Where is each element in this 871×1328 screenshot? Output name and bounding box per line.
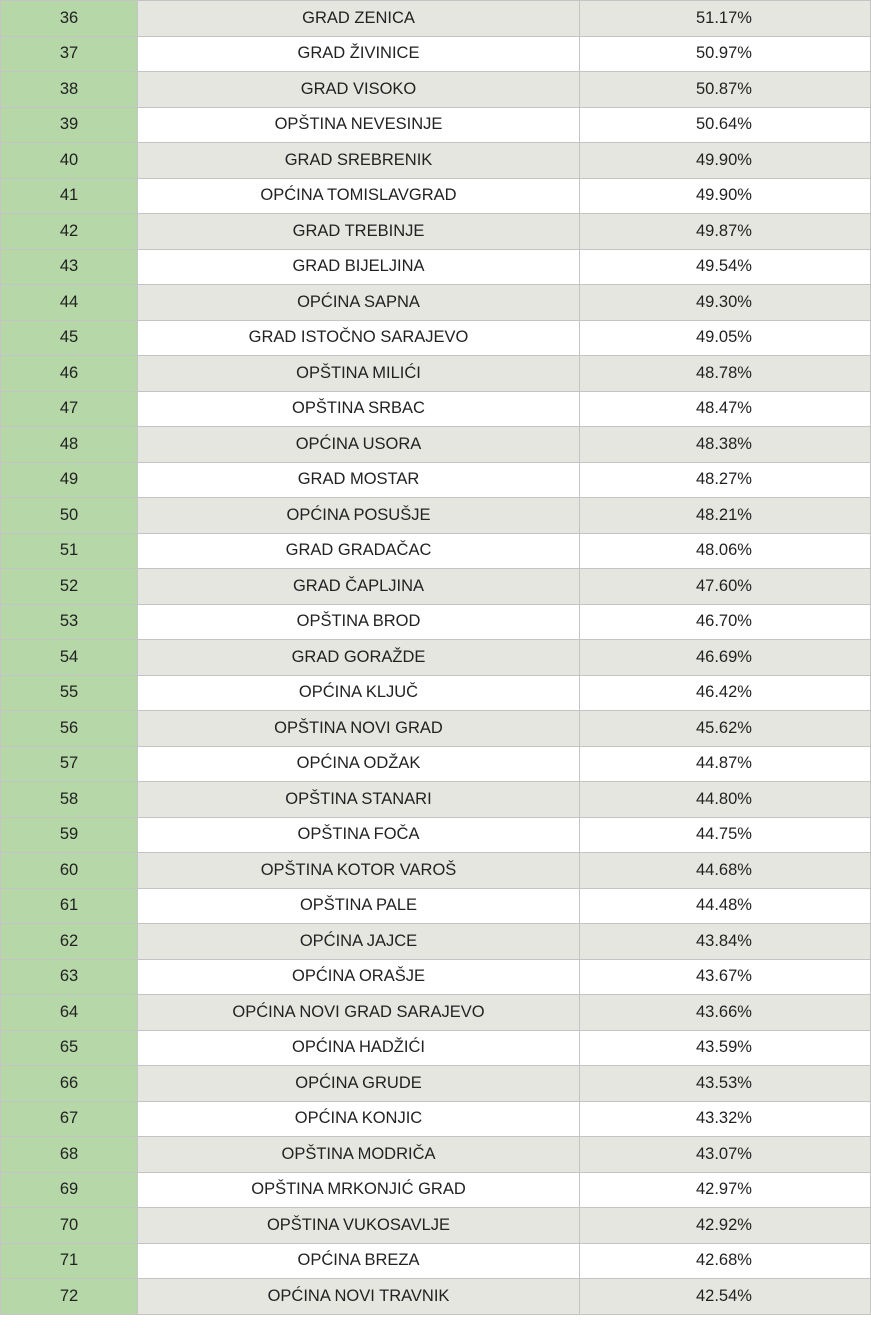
percentage-cell: 48.78% — [580, 356, 871, 391]
table-row — [0, 285, 871, 321]
rank-cell: 42 — [0, 214, 138, 249]
percentage-cell: 45.62% — [580, 711, 871, 746]
percentage-cell: 50.87% — [580, 72, 871, 107]
rank-cell: 57 — [0, 747, 138, 782]
percentage-cell: 44.68% — [580, 853, 871, 888]
percentage-cell: 43.07% — [580, 1137, 871, 1172]
rank-cell: 64 — [0, 995, 138, 1030]
table-row — [0, 569, 871, 605]
table-row — [0, 463, 871, 499]
rank-cell: 69 — [0, 1173, 138, 1208]
rank-cell: 45 — [0, 321, 138, 356]
table-row — [0, 1173, 871, 1209]
rank-cell: 39 — [0, 108, 138, 143]
rank-cell: 38 — [0, 72, 138, 107]
municipality-cell: OPŠTINA MILIĆI — [138, 356, 580, 391]
rank-cell: 44 — [0, 285, 138, 320]
rank-cell: 54 — [0, 640, 138, 675]
rank-cell: 51 — [0, 534, 138, 569]
percentage-cell: 49.90% — [580, 179, 871, 214]
rank-cell: 58 — [0, 782, 138, 817]
percentage-cell: 49.54% — [580, 250, 871, 285]
municipality-cell: GRAD GORAŽDE — [138, 640, 580, 675]
municipality-cell: OPŠTINA MRKONJIĆ GRAD — [138, 1173, 580, 1208]
municipality-cell: GRAD MOSTAR — [138, 463, 580, 498]
percentage-cell: 44.80% — [580, 782, 871, 817]
table-row — [0, 1066, 871, 1102]
rank-cell: 40 — [0, 143, 138, 178]
rank-cell: 70 — [0, 1208, 138, 1243]
percentage-cell: 48.21% — [580, 498, 871, 533]
rank-cell: 63 — [0, 960, 138, 995]
percentage-cell: 47.60% — [580, 569, 871, 604]
rank-cell: 36 — [0, 1, 138, 36]
table-row — [0, 640, 871, 676]
rank-cell: 55 — [0, 676, 138, 711]
municipality-cell: GRAD SREBRENIK — [138, 143, 580, 178]
table-row — [0, 605, 871, 641]
municipality-cell: OPĆINA NOVI TRAVNIK — [138, 1279, 580, 1314]
rank-cell: 48 — [0, 427, 138, 462]
table-row — [0, 1, 871, 37]
table-row — [0, 889, 871, 925]
table-row — [0, 853, 871, 889]
municipality-cell: GRAD VISOKO — [138, 72, 580, 107]
percentage-cell: 42.97% — [580, 1173, 871, 1208]
table-row — [0, 1244, 871, 1280]
percentage-cell: 48.06% — [580, 534, 871, 569]
rank-cell: 43 — [0, 250, 138, 285]
municipality-cell: OPŠTINA NEVESINJE — [138, 108, 580, 143]
percentage-cell: 42.92% — [580, 1208, 871, 1243]
rank-cell: 46 — [0, 356, 138, 391]
rank-cell: 53 — [0, 605, 138, 640]
municipality-cell: GRAD ISTOČNO SARAJEVO — [138, 321, 580, 356]
percentage-cell: 43.59% — [580, 1031, 871, 1066]
municipality-cell: OPĆINA TOMISLAVGRAD — [138, 179, 580, 214]
rank-cell: 60 — [0, 853, 138, 888]
percentage-cell: 51.17% — [580, 1, 871, 36]
percentage-cell: 46.69% — [580, 640, 871, 675]
municipality-cell: GRAD TREBINJE — [138, 214, 580, 249]
rank-cell: 59 — [0, 818, 138, 853]
percentage-cell: 48.47% — [580, 392, 871, 427]
municipality-cell: OPŠTINA VUKOSAVLJE — [138, 1208, 580, 1243]
municipality-cell: OPĆINA KONJIC — [138, 1102, 580, 1137]
percentage-cell: 48.27% — [580, 463, 871, 498]
municipality-cell: OPĆINA USORA — [138, 427, 580, 462]
municipality-cell: OPĆINA HADŽIĆI — [138, 1031, 580, 1066]
municipality-cell: OPŠTINA MODRIČA — [138, 1137, 580, 1172]
municipality-cell: OPĆINA JAJCE — [138, 924, 580, 959]
table-row — [0, 534, 871, 570]
percentage-cell: 43.84% — [580, 924, 871, 959]
percentage-cell: 48.38% — [580, 427, 871, 462]
table-row — [0, 1102, 871, 1138]
table-row — [0, 1137, 871, 1173]
table-row — [0, 108, 871, 144]
rank-cell: 37 — [0, 37, 138, 72]
table-row — [0, 498, 871, 534]
percentage-cell: 44.75% — [580, 818, 871, 853]
percentage-cell: 46.42% — [580, 676, 871, 711]
municipality-cell: GRAD ZENICA — [138, 1, 580, 36]
rank-cell: 49 — [0, 463, 138, 498]
municipality-cell: GRAD BIJELJINA — [138, 250, 580, 285]
table-row — [0, 676, 871, 712]
table-row — [0, 924, 871, 960]
rank-cell: 41 — [0, 179, 138, 214]
percentage-cell: 42.68% — [580, 1244, 871, 1279]
table-row — [0, 356, 871, 392]
table-row — [0, 711, 871, 747]
percentage-cell: 44.48% — [580, 889, 871, 924]
table-row — [0, 321, 871, 357]
table-row — [0, 995, 871, 1031]
municipality-cell: OPŠTINA FOČA — [138, 818, 580, 853]
municipality-cell: GRAD ČAPLJINA — [138, 569, 580, 604]
municipality-cell: OPĆINA SAPNA — [138, 285, 580, 320]
percentage-cell: 49.87% — [580, 214, 871, 249]
municipality-cell: OPŠTINA NOVI GRAD — [138, 711, 580, 746]
table-row — [0, 37, 871, 73]
municipality-cell: OPŠTINA STANARI — [138, 782, 580, 817]
rank-cell: 65 — [0, 1031, 138, 1066]
table-row — [0, 1279, 871, 1315]
rank-cell: 56 — [0, 711, 138, 746]
municipality-cell: OPŠTINA PALE — [138, 889, 580, 924]
rank-cell: 52 — [0, 569, 138, 604]
percentage-cell: 43.67% — [580, 960, 871, 995]
municipality-cell: OPŠTINA SRBAC — [138, 392, 580, 427]
municipality-cell: OPŠTINA BROD — [138, 605, 580, 640]
table-row — [0, 143, 871, 179]
municipality-cell: OPĆINA ODŽAK — [138, 747, 580, 782]
table-row — [0, 818, 871, 854]
rank-cell: 71 — [0, 1244, 138, 1279]
table-row — [0, 250, 871, 286]
municipality-cell: OPĆINA KLJUČ — [138, 676, 580, 711]
table-row — [0, 960, 871, 996]
percentage-cell: 50.97% — [580, 37, 871, 72]
rank-cell: 47 — [0, 392, 138, 427]
municipality-cell: GRAD ŽIVINICE — [138, 37, 580, 72]
municipality-cell: OPĆINA ORAŠJE — [138, 960, 580, 995]
municipality-cell: OPŠTINA KOTOR VAROŠ — [138, 853, 580, 888]
table-row — [0, 392, 871, 428]
percentage-cell: 46.70% — [580, 605, 871, 640]
municipality-cell: GRAD GRADAČAC — [138, 534, 580, 569]
rank-cell: 72 — [0, 1279, 138, 1314]
percentage-cell: 49.05% — [580, 321, 871, 356]
municipality-cell: OPĆINA BREZA — [138, 1244, 580, 1279]
percentage-cell: 50.64% — [580, 108, 871, 143]
rank-cell: 50 — [0, 498, 138, 533]
table-row — [0, 72, 871, 108]
municipality-cell: OPĆINA NOVI GRAD SARAJEVO — [138, 995, 580, 1030]
percentage-cell: 49.90% — [580, 143, 871, 178]
percentage-cell: 43.66% — [580, 995, 871, 1030]
rank-cell: 61 — [0, 889, 138, 924]
percentage-cell: 43.32% — [580, 1102, 871, 1137]
percentage-cell: 43.53% — [580, 1066, 871, 1101]
table-row — [0, 1208, 871, 1244]
table-row — [0, 179, 871, 215]
rank-cell: 62 — [0, 924, 138, 959]
percentage-cell: 42.54% — [580, 1279, 871, 1314]
table-row — [0, 747, 871, 783]
table-row — [0, 782, 871, 818]
table-row — [0, 1031, 871, 1067]
rank-cell: 66 — [0, 1066, 138, 1101]
municipality-cell: OPĆINA POSUŠJE — [138, 498, 580, 533]
percentage-cell: 44.87% — [580, 747, 871, 782]
table-row — [0, 214, 871, 250]
municipality-cell: OPĆINA GRUDE — [138, 1066, 580, 1101]
percentage-cell: 49.30% — [580, 285, 871, 320]
rank-cell: 67 — [0, 1102, 138, 1137]
rank-cell: 68 — [0, 1137, 138, 1172]
table-row — [0, 427, 871, 463]
